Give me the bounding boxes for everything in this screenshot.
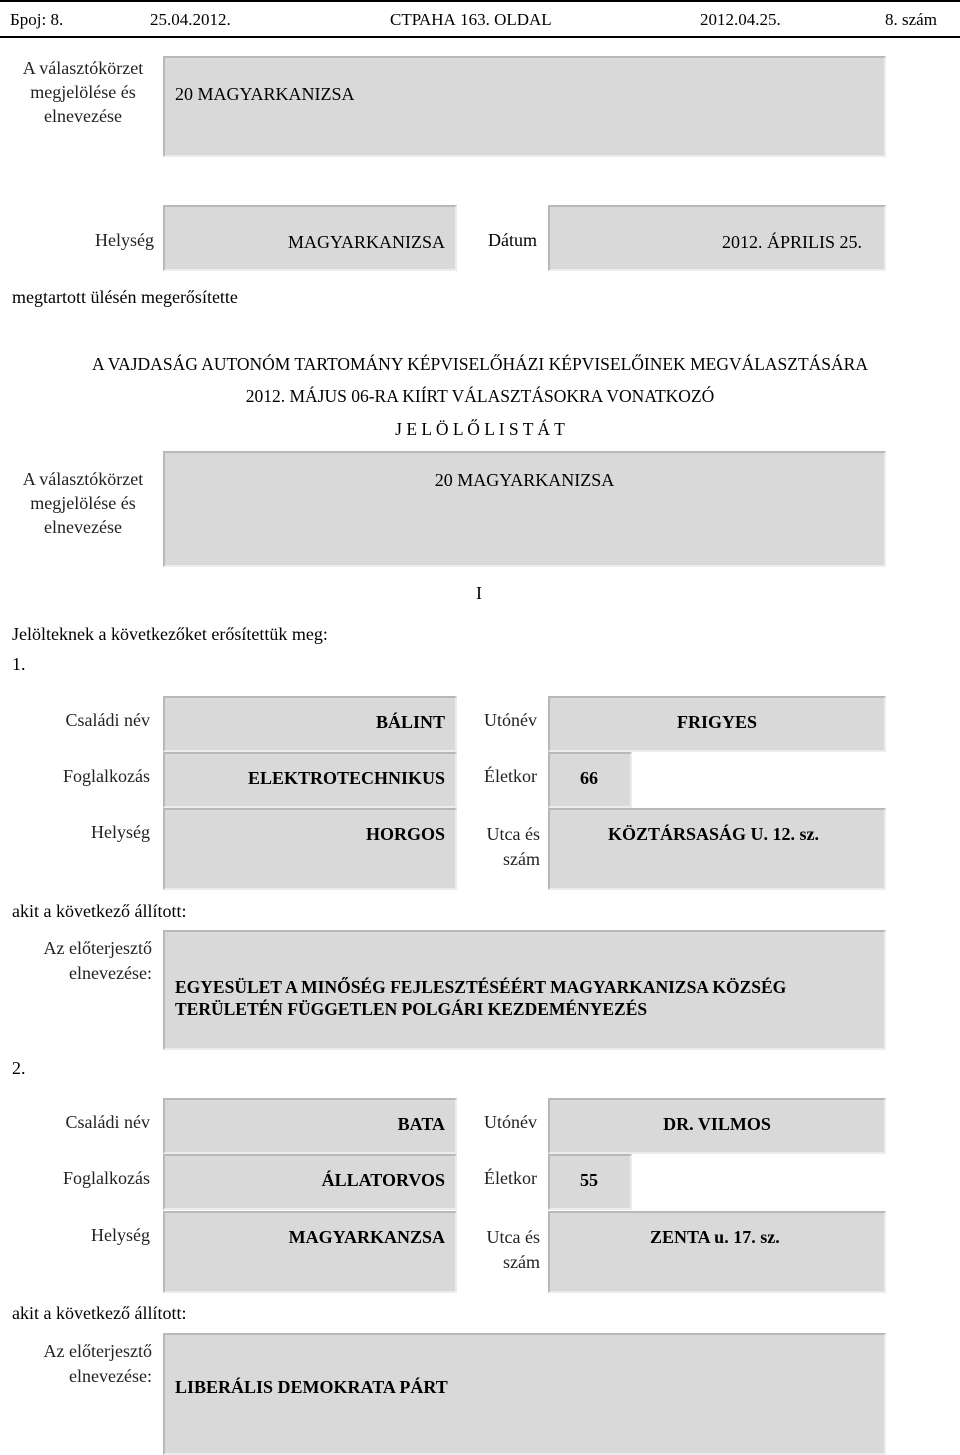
surname-label: Családi név bbox=[65, 710, 150, 730]
firstname-field bbox=[548, 1098, 886, 1154]
age-value: 55 bbox=[580, 1170, 598, 1190]
proposer-label-line2: elnevezése: bbox=[69, 963, 152, 983]
proposer-label-line1: Az előterjesztő bbox=[43, 1341, 152, 1361]
place-value: MAGYARKANIZSA bbox=[287, 232, 445, 252]
proposer-value: EGYESÜLET A MINŐSÉG FEJLESZTÉSÉÉRT MAGYARKANIZSA KÖZSÉG TERÜLETÉN FÜGGETLEN POLGÁRI KEZDEMÉNYEZÉS bbox=[175, 977, 787, 1019]
roman-numeral: I bbox=[476, 583, 482, 603]
age-field bbox=[548, 752, 632, 808]
proposer-value: LIBERÁLIS DEMOKRATA PÁRT bbox=[175, 1377, 448, 1397]
street-label-line2: szám bbox=[503, 849, 540, 869]
firstname-field bbox=[548, 696, 886, 752]
proposer-label bbox=[10, 1339, 152, 1389]
confirmed-text: megtartott ülésén megerősítette bbox=[12, 287, 238, 307]
surname-field bbox=[163, 696, 457, 752]
district2-label: A választókörzet megjelölése és elnevezése bbox=[22, 469, 144, 537]
place-label: Helység bbox=[95, 230, 154, 250]
district-label: A választókörzet megjelölése és elnevezése bbox=[22, 58, 144, 126]
firstname-label: Utónév bbox=[484, 710, 537, 730]
surname-value: BATA bbox=[397, 1114, 445, 1134]
occupation-field bbox=[163, 752, 457, 808]
proposer-label-line1: Az előterjesztő bbox=[43, 938, 152, 958]
heading-list: J E L Ö L Ő L I S T Á T bbox=[395, 419, 565, 439]
district-field bbox=[163, 56, 886, 157]
candidates-intro: Jelölteknek a következőket erősítettük meg: bbox=[12, 624, 328, 644]
heading-election: 2012. MÁJUS 06-RA KIÍRT VÁLASZTÁSOKRA VONATKOZÓ bbox=[245, 386, 715, 406]
page-label: СТРАНА 163. OLDAL bbox=[390, 10, 552, 29]
date-sr: 25.04.2012. bbox=[150, 10, 231, 29]
candidate-number: 2. bbox=[12, 1058, 26, 1078]
place-label-candidate: Helység bbox=[91, 1225, 150, 1245]
street-value: KÖZTÁRSASÁG U. 12. sz. bbox=[608, 824, 820, 844]
proposer-field bbox=[163, 1333, 886, 1455]
occupation-label: Foglalkozás bbox=[63, 1168, 150, 1188]
occupation-value: ELEKTROTECHNIKUS bbox=[247, 768, 445, 788]
occupation-value: ÁLLATORVOS bbox=[321, 1170, 445, 1190]
age-label: Életkor bbox=[484, 766, 537, 786]
occupation-field bbox=[163, 1154, 457, 1210]
district2-value: 20 MAGYARKANIZSA bbox=[434, 470, 615, 490]
surname-field bbox=[163, 1098, 457, 1154]
candidate-place-value: MAGYARKANZSA bbox=[288, 1227, 445, 1247]
age-label: Életkor bbox=[484, 1168, 537, 1188]
nominated-by-label: akit a következő állított: bbox=[12, 901, 187, 921]
date-label: Dátum bbox=[488, 230, 537, 250]
page-header bbox=[0, 0, 960, 38]
district2-field bbox=[163, 451, 886, 567]
age-value: 66 bbox=[580, 768, 598, 788]
candidate-place-value: HORGOS bbox=[365, 824, 445, 844]
place-field bbox=[163, 205, 457, 271]
candidate-place-field bbox=[163, 808, 457, 890]
street-value: ZENTA u. 17. sz. bbox=[650, 1227, 780, 1247]
street-field bbox=[548, 808, 886, 890]
firstname-value: DR. VILMOS bbox=[663, 1114, 771, 1134]
surname-label: Családi név bbox=[65, 1112, 150, 1132]
issue-number-sr: Број: 8. bbox=[10, 10, 64, 29]
firstname-label: Utónév bbox=[484, 1112, 537, 1132]
candidate-number: 1. bbox=[12, 654, 26, 674]
street-label-line1: Utca és bbox=[486, 824, 540, 844]
firstname-value: FRIGYES bbox=[676, 712, 757, 732]
date-hu: 2012.04.25. bbox=[700, 10, 781, 29]
place-label-candidate: Helység bbox=[91, 822, 150, 842]
proposer-label-line2: elnevezése: bbox=[69, 1366, 152, 1386]
proposer-label bbox=[10, 936, 152, 986]
heading-assembly: A VAJDASÁG AUTONÓM TARTOMÁNY KÉPVISELŐHÁZI KÉPVISELŐINEK MEGVÁLASZTÁSÁRA bbox=[91, 354, 868, 374]
occupation-label: Foglalkozás bbox=[63, 766, 150, 786]
street-label bbox=[470, 822, 540, 872]
nominated-by-label: akit a következő állított: bbox=[12, 1303, 187, 1323]
date-value: 2012. ÁPRILIS 25. bbox=[722, 232, 863, 252]
surname-value: BÁLINT bbox=[375, 712, 445, 732]
date-field bbox=[548, 205, 886, 271]
street-label-line1: Utca és bbox=[486, 1227, 540, 1247]
street-label bbox=[470, 1225, 540, 1275]
age-field bbox=[548, 1154, 632, 1210]
street-label-line2: szám bbox=[503, 1252, 540, 1272]
issue-number-hu: 8. szám bbox=[885, 10, 937, 29]
proposer-field bbox=[163, 930, 886, 1050]
street-field bbox=[548, 1211, 886, 1293]
district-value: 20 MAGYARKANIZSA bbox=[175, 84, 355, 104]
candidate-place-field bbox=[163, 1211, 457, 1293]
